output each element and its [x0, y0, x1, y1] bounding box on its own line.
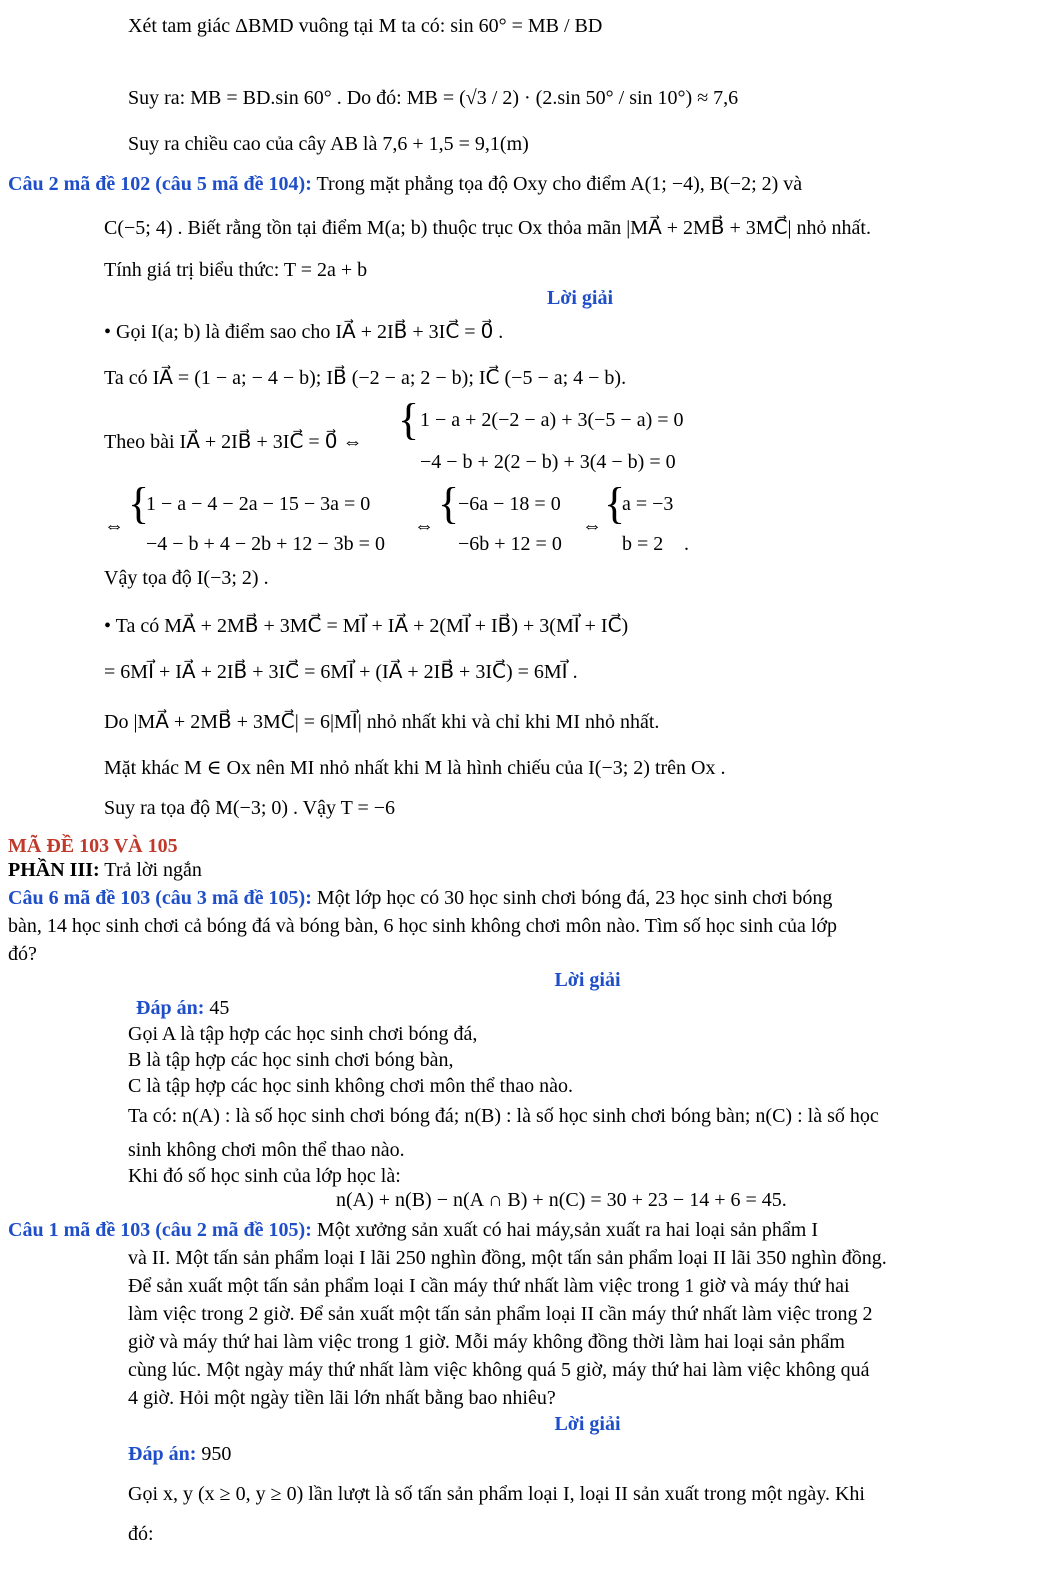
period-mark: . [684, 533, 689, 555]
text-line: Gọi A là tập hợp các học sinh chơi bóng đá, [128, 1023, 478, 1045]
question-text: Một xưởng sản xuất có hai máy,sản xuất ra hai loại sản phẩm I [311, 1219, 818, 1241]
text-line: Suy ra chiều cao của cây AB là 7,6 + 1,5 = 9,1(m) [128, 133, 529, 155]
question-6-header [8, 886, 832, 911]
text-line: Theo bài IA⃗ + 2IB⃗ + 3IC⃗ = 0⃗ ⇔ [104, 431, 363, 453]
text-line: • Ta có MA⃗ + 2MB⃗ + 3MC⃗ = MI⃗ + IA⃗ + 2(MI⃗ + IB⃗) + 3(MI⃗ + IC⃗) [104, 615, 629, 637]
question-text: Một lớp học có 30 học sinh chơi bóng đá, 23 học sinh chơi bóng [311, 887, 833, 909]
text-line: Mặt khác M ∈ Ox nên MI nhỏ nhất khi M là hình chiếu của I(−3; 2) trên Ox . [104, 757, 726, 779]
answer-line [136, 996, 229, 1021]
solution-heading: Lời giải [546, 287, 614, 309]
text-line: • Gọi I(a; b) là điểm sao cho IA⃗ + 2IB⃗ + 3IC⃗ = 0⃗ . [104, 321, 504, 343]
system-row: −4 − b + 4 − 2b + 12 − 3b = 0 [146, 533, 385, 555]
system-row: a = −3 [622, 493, 674, 515]
system-row: −4 − b + 2(2 − b) + 3(4 − b) = 0 [420, 451, 676, 473]
question-text: cùng lúc. Một ngày máy thứ nhất làm việc không quá 5 giờ, máy thứ hai làm việc không quá [128, 1359, 870, 1381]
question-text: 4 giờ. Hỏi một ngày tiền lãi lớn nhất bằng bao nhiêu? [128, 1387, 556, 1409]
system-row: 1 − a + 2(−2 − a) + 3(−5 − a) = 0 [420, 409, 684, 431]
solution-heading: Lời giải [554, 969, 621, 991]
system-row: −6a − 18 = 0 [458, 493, 561, 515]
question-text: Để sản xuất một tấn sản phẩm loại I cần máy thứ nhất làm việc trong 1 giờ và máy thứ hai [128, 1275, 850, 1297]
answer-line [128, 1442, 231, 1467]
text-line: Do |MA⃗ + 2MB⃗ + 3MC⃗| = 6|MI⃗| nhỏ nhất khi và chỉ khi MI nhỏ nhất. [104, 711, 660, 733]
question-2-header [8, 172, 802, 197]
text-line: Ta có IA⃗ = (1 − a; − 4 − b); IB⃗ (−2 − a; 2 − b); IC⃗ (−5 − a; 4 − b). [104, 367, 627, 389]
brace-symbol: { [604, 479, 626, 528]
system-row: −6b + 12 = 0 [458, 533, 562, 555]
text-line: sinh không chơi môn thể thao nào. [128, 1139, 405, 1161]
text-line: B là tập hợp các học sinh chơi bóng bàn, [128, 1049, 454, 1071]
question-text: giờ và máy thứ hai làm việc trong 1 giờ. Mỗi máy không đồng thời làm hai loại sản phẩm [128, 1331, 845, 1353]
text-line: C là tập hợp các học sinh không chơi môn thể thao nào. [128, 1075, 573, 1097]
text-line: Ta có: n(A) : là số học sinh chơi bóng đá; n(B) : là số học sinh chơi bóng bàn; n(C) : là số học [128, 1105, 879, 1127]
text-line: Gọi x, y (x ≥ 0, y ≥ 0) lần lượt là số tấn sản phẩm loại I, loại II sản xuất trong một ngày. Khi [128, 1483, 865, 1505]
brace-symbol: { [398, 395, 420, 444]
text-line: Xét tam giác ΔBMD vuông tại M ta có: sin 60° = MB / BD [128, 15, 603, 37]
equivalence-symbol: ⇔ [582, 515, 602, 537]
text-line: Khi đó số học sinh của lớp học là: [128, 1165, 401, 1187]
brace-symbol: { [128, 479, 150, 528]
text-line: Vậy tọa độ I(−3; 2) . [104, 567, 269, 589]
question-label: Câu 6 mã đề 103 (câu 3 mã đề 105): [8, 887, 312, 909]
text-line: Suy ra: MB = BD.sin 60° . Do đó: MB = (√3 / 2) · (2.sin 50° / sin 10°) ≈ 7,6 [128, 87, 739, 109]
question-text: Tính giá trị biểu thức: T = 2a + b [104, 259, 368, 281]
equivalence-symbol: ⇔ [104, 515, 124, 537]
answer-label: Đáp án: [128, 1443, 197, 1465]
question-label: Câu 2 mã đề 102 (câu 5 mã đề 104): [8, 173, 312, 195]
part-title: Trả lời ngắn [99, 859, 202, 881]
question-text: Trong mặt phẳng tọa độ Oxy cho điểm A(1; −4), B(−2; 2) và [311, 173, 803, 195]
answer-label: Đáp án: [136, 997, 205, 1019]
solution-heading: Lời giải [554, 1413, 621, 1435]
equivalence-symbol: ⇔ [414, 515, 434, 537]
brace-symbol: { [438, 479, 460, 528]
system-row: b = 2 [622, 533, 664, 555]
question-label: Câu 1 mã đề 103 (câu 2 mã đề 105): [8, 1219, 312, 1241]
text-line: Suy ra tọa độ M(−3; 0) . Vậy T = −6 [104, 797, 396, 819]
answer-value: 45 [204, 997, 230, 1019]
answer-value: 950 [196, 1443, 232, 1465]
section-heading: MÃ ĐỀ 103 VÀ 105 [8, 835, 178, 857]
formula-line: n(A) + n(B) − n(A ∩ B) + n(C) = 30 + 23 − 14 + 6 = 45. [336, 1189, 787, 1211]
question-text: bàn, 14 học sinh chơi cả bóng đá và bóng bàn, 6 học sinh không chơi môn nào. Tìm số học sinh của lớp [8, 915, 838, 937]
question-text: đó? [8, 943, 37, 965]
question-text: C(−5; 4) . Biết rằng tồn tại điểm M(a; b) thuộc trục Ox thỏa mãn |MA⃗ + 2MB⃗ + 3MC⃗| nhỏ nhất. [104, 217, 871, 239]
section-subheading [8, 858, 202, 883]
system-row: 1 − a − 4 − 2a − 15 − 3a = 0 [146, 493, 371, 515]
text-line: = 6MI⃗ + IA⃗ + 2IB⃗ + 3IC⃗ = 6MI⃗ + (IA⃗ + 2IB⃗ + 3IC⃗) = 6MI⃗ . [104, 661, 578, 683]
question-text: và II. Một tấn sản phẩm loại I lãi 250 nghìn đồng, một tấn sản phẩm loại II lãi 350 nghìn đồng. [128, 1247, 887, 1269]
question-1-header [8, 1218, 818, 1243]
question-text: làm việc trong 2 giờ. Để sản xuất một tấn sản phẩm loại II cần máy thứ nhất làm việc trong 2 [128, 1303, 873, 1325]
part-label: PHẦN III: [8, 859, 100, 881]
text-line: đó: [128, 1523, 154, 1545]
